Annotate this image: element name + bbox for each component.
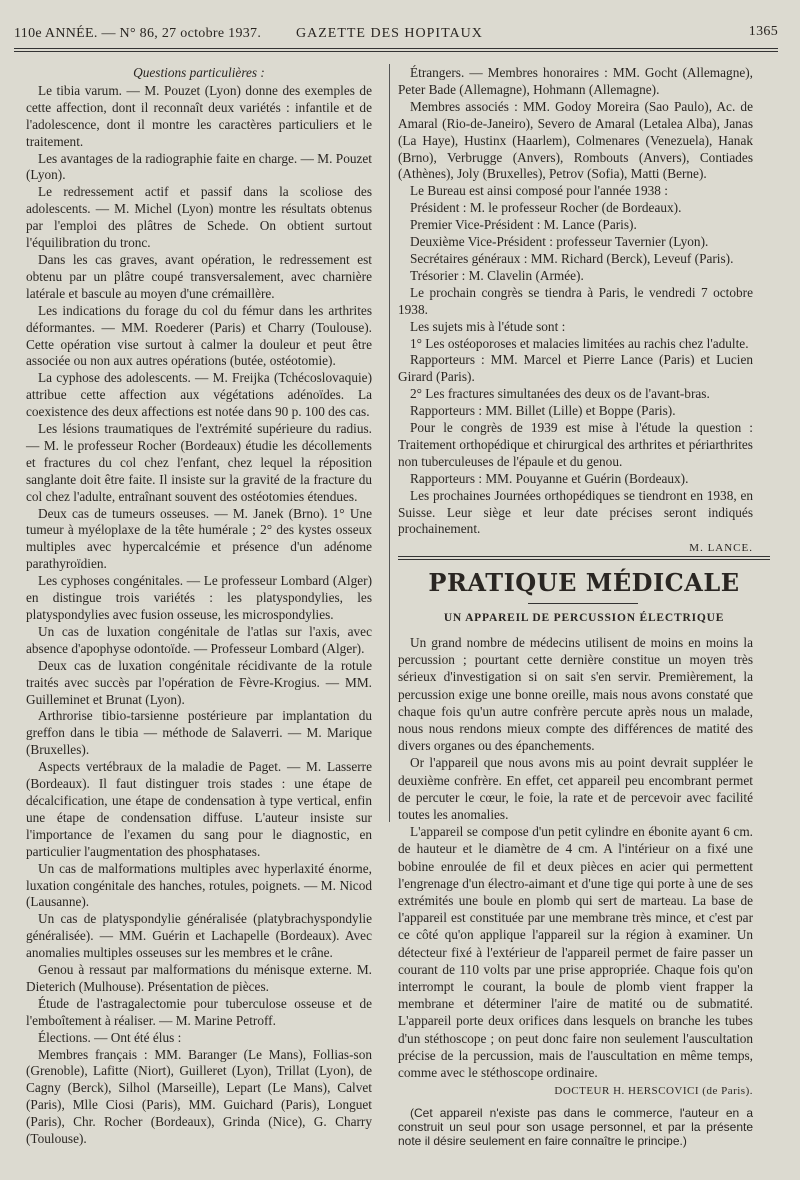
paragraph: Arthrorise tibio-tarsienne postérieure par implantation du greffon dans le tibia — méthode de Salaverri. — M. Marique (Bruxelles). — [26, 708, 372, 758]
paragraph: Genou à ressaut par malformations du ménisque externe. M. Dieterich (Mulhouse). Présentation de pièces. — [26, 962, 372, 994]
paragraph: Étude de l'astragalectomie pour tuberculose osseuse et de l'emboîtement à réaliser. — M. Marine Petroff. — [26, 995, 372, 1028]
article-title: UN APPAREIL DE PERCUSSION ÉLECTRIQUE — [443, 612, 725, 624]
paragraph: Trésorier : M. Clavelin (Armée). — [410, 267, 584, 283]
paragraph: Premier Vice-Président : M. Lance (Paris). — [410, 217, 637, 233]
paragraph: Aspects vertébraux de la maladie de Paget. — M. Lasserre (Bordeaux). Il faut distinguer trois stades : une étape de décalcification, une étape de condensation à type vertical, enfin une étape de condensation diffuse. L'auteur insiste sur l'importance de l'examen du sang pour le diagnostic, en particulier l'augmentation des phosphatases. — [26, 759, 372, 859]
article-note: (Cet appareil n'existe pas dans le commerce, l'auteur en a construit un seul pour son usage personnel, et par la présente note il désire seulement en faire connaître le principe.) — [398, 1106, 753, 1149]
article-body — [398, 634, 753, 1148]
column-separator — [389, 64, 390, 822]
paragraph: Les avantages de la radiographie faite en charge. — M. Pouzet (Lyon). — [26, 150, 372, 183]
header-rule-thin — [14, 51, 778, 52]
paragraph: 2° Les fractures simultanées des deux os de l'avant-bras. — [410, 386, 710, 402]
paragraph: Les cyphoses congénitales. — Le professeur Lombard (Alger) en distingue trois variétés : les platyspondylies, les platyspondylies avec fusion osseuse, les microspondylies. — [26, 573, 372, 622]
paragraph: Élections. — Ont été élus : — [38, 1029, 182, 1045]
journal-title: GAZETTE DES HOPITAUX — [296, 26, 483, 41]
article-byline-line — [398, 1081, 753, 1100]
paragraph: Pour le congrès de 1939 est mise à l'étude la question : Traitement orthopédique et chirurgical des arthrites et périarthrites non tuberculeuses de l'épaule et du genou. — [398, 420, 753, 469]
title-underline — [528, 603, 638, 604]
paragraph: Les prochaines Journées orthopédiques se tiendront en 1938, en Suisse. Leur siège et leur date précises seront indiqués prochainement. — [398, 487, 753, 537]
page-number: 1365 — [748, 24, 778, 39]
paragraph: Dans les cas graves, avant opération, le redressement est obtenu par un plâtre coupé transversalement, avec charnière latérale et bascule au moyen d'une crémaillère. — [26, 251, 372, 301]
paragraph: Deux cas de luxation congénitale récidivante de la rotule traités avec succès par l'opération de Fèvre-Krogius. — MM. Guilleminet et Brunat (Lyon). — [26, 657, 372, 707]
paragraph: Deux cas de tumeurs osseuses. — M. Janek (Brno). 1° Une tumeur à myéloplaxe de la tête humérale ; 2° des kystes osseux multiples avec hypercalcémie et présence d'un adénome parathyroïdien. — [26, 505, 372, 572]
signature: M. LANCE. — [689, 542, 753, 555]
section-rule-thin — [398, 559, 770, 560]
paragraph: Membres associés : MM. Godoy Moreira (Sao Paulo), Ac. de Amaral (Rio-de-Janeiro), Severo de Amaral (Letalea Alba), Janas (La Haye), Hustinx (Haarlem), Colmenares (Venezuela), Hanak (Brno), Verbrugge (Anvers), Rombouts (Anvers), Contiades (Athènes), Joly (Bruxelles), Petrov (Sofia), Matti (Berne). — [398, 98, 753, 182]
paragraph: Un cas de malformations multiples avec hyperlaxité énorme, luxation congénitale des hanches, rotules, poignets. — M. Nicod (Lausanne). — [26, 860, 372, 910]
paragraph: Un cas de platyspondylie généralisée (platybrachyspondylie généralisée). — MM. Guérin et Lachapelle (Bordeaux). Avec anomalies multiples osseuses sur les membres et le crâne. — [26, 911, 372, 961]
right-column — [398, 65, 753, 557]
paragraph: Le tibia varum. — M. Pouzet (Lyon) donne des exemples de cette affection, dont il reconnaît deux variétés : infantile et de l'adolescence, dont il montre les caractères particuliers et le traitement. — [26, 82, 372, 149]
article-byline: DOCTEUR H. HERSCOVICI (de Paris). — [554, 1085, 753, 1098]
paragraph: Un cas de luxation congénitale de l'atlas sur l'axis, avec absence d'apophyse odontoïde. — Professeur Lombard (Alger). — [26, 623, 372, 656]
article-paragraph: Or l'appareil que nous avons mis au point devrait suppléer le deuxième confrère. En effet, cet appareil peu encombrant permet de percuter le cœur, le foie, la rate et de percevoir avec facilité toutes les anomalies. — [398, 755, 753, 823]
running-header — [14, 22, 778, 42]
paragraph: Étrangers. — Membres honoraires : MM. Gocht (Allemagne), Peter Bade (Allemagne), Hohmann (Allemagne). — [398, 65, 753, 97]
paragraph: Rapporteurs : MM. Billet (Lille) et Boppe (Paris). — [410, 403, 676, 419]
paragraph: Rapporteurs : MM. Pouyanne et Guérin (Bordeaux). — [410, 470, 689, 486]
left-column — [26, 65, 372, 1148]
paragraph: Rapporteurs : MM. Marcel et Pierre Lance (Paris) et Lucien Girard (Paris). — [398, 352, 753, 385]
paragraph: 1° Les ostéoporoses et malacies limitées au rachis chez l'adulte. — [410, 335, 749, 351]
paragraph: Les sujets mis à l'étude sont : — [410, 318, 566, 334]
paragraph: Membres français : MM. Baranger (Le Mans), Follias-son (Grenoble), Lafitte (Niort), Guilleret (Lyon), Trillat (Lyon), de Cagny (Berck), Silhol (Marseille), Lepart (Le Mans), Calvet (Paris), Mlle Ciosi (Paris), MM. Guichard (Paris), Longuet (Paris), Chr. Rocher (Bordeaux), Grinda (Nice), G. Charry (Toulouse). — [26, 1046, 372, 1147]
section-rule — [398, 556, 770, 557]
header-rule — [14, 48, 778, 49]
paragraph: Le Bureau est ainsi composé pour l'année 1938 : — [410, 183, 668, 199]
paragraph: Président : M. le professeur Rocher (de Bordeaux). — [410, 200, 682, 216]
paragraph: Le prochain congrès se tiendra à Paris, le vendredi 7 octobre 1938. — [398, 284, 753, 317]
article-paragraph: Un grand nombre de médecins utilisent de moins en moins la percussion ; pourtant cette dernière constitue un moyen très sérieux d'investigation si on sait s'en servir. Premièrement, la percussion exige une bonne oreille, mais nous avons constaté que chaque fois qu'un autre confrère percute après nous un malade, nous nous rendons mieux compte des différences de matité des divers organes ou des épanchements. — [398, 635, 753, 754]
paragraph: Le redressement actif et passif dans la scoliose des adolescents. — M. Michel (Lyon) montre les résultats obtenus par l'emploi des plâtres de Schede. On obtient surtout l'équilibration du tronc. — [26, 184, 372, 251]
issue-info: 110e ANNÉE. — N° 86, 27 octobre 1937. — [14, 26, 262, 41]
paragraph: Secrétaires généraux : MM. Richard (Berck), Leveuf (Paris). — [410, 250, 734, 266]
paragraph: La cyphose des adolescents. — M. Freijka (Tchécoslovaquie) attribue cette affection aux végétations adénoïdes. La coexistence des deux affections est notée dans 90 p. 100 des cas. — [26, 370, 372, 420]
section-title: PRATIQUE MÉDICALE — [428, 568, 740, 597]
article-paragraph: L'appareil se compose d'un petit cylindre en ébonite ayant 6 cm. de hauteur et le diamètre de 4 cm. A l'intérieur on a fixé une bobine enroulée de fil et deux pièces en acier qui permettent l'engrenage d'un électro-aimant et d'une tige qui porte à une de ses extrémités une boule en plomb qui sert de marteau. La base de l'appareil est constituée par une membrane très mince, et c'est par ce côté qu'on applique l'appareil sur la région à examiner. Un détecteur fixé à l'extérieur de l'appareil permet de faire passer un courant de 110 volts par une prise appropriée. Chaque fois qu'on interrompt le courant, la boule de plomb vient frapper la membrane et déterminer l'aire de matité ou de submatité. L'appareil porte deux orifices dans lesquels on branche les tubes d'un stéthoscope ; on peut donc faire non seulement l'auscultation précise de la percussion, mais de l'auscultation en même temps, comme avec le stéthoscope ordinaire. — [398, 824, 753, 1081]
paragraph: Les indications du forage du col du fémur dans les arthrites déformantes. — MM. Roederer (Paris) et Charry (Toulouse). Cette opération vise surtout à calmer la douleur et peut être associée ou non aux autres opérations (butée, ostéotomie). — [26, 302, 372, 369]
subsection-heading: Questions particulières : — [133, 65, 265, 80]
paragraph: Deuxième Vice-Président : professeur Tavernier (Lyon). — [410, 234, 709, 250]
paragraph: Les lésions traumatiques de l'extrémité supérieure du radius. — M. le professeur Rocher (Bordeaux) étudie les décollements et fractures du col chez l'enfant, chez lequel la réposition sanglante doit être faite. Il insiste sur la gravité de la fracture du col chez l'adulte, entraînant souvent des ostéotomies étendues. — [26, 421, 372, 504]
